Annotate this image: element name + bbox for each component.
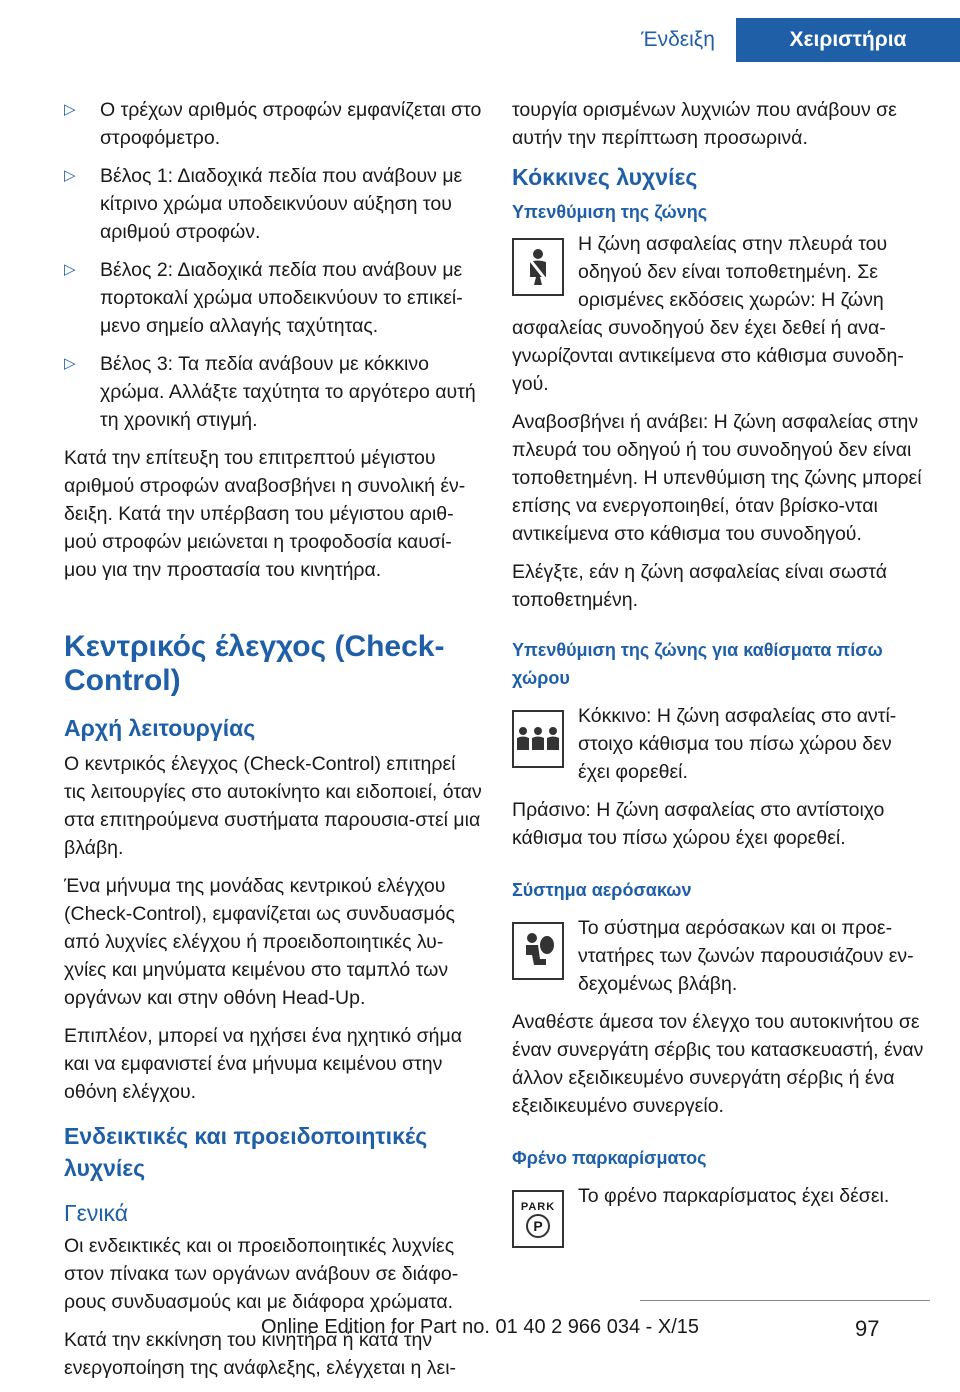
list-item: ▷ Ο τρέχων αριθμός στροφών εμφανίζεται στο στροφόμετρο. <box>64 96 482 152</box>
seatbelt-warning-icon <box>512 238 564 296</box>
footer-divider <box>640 1300 930 1301</box>
list-item: ▷ Βέλος 1: Διαδοχικά πεδία που ανάβουν με κίτρινο χρώμα υποδεικνύουν αύξηση του αριθμού στροφών. <box>64 162 482 246</box>
paragraph-rear-red: Κόκκινο: Η ζώνη ασφαλείας στο αντί‐στοιχο κάθισμα του πίσω χώρου δεν έχει φορεθεί. <box>578 705 897 783</box>
paragraph-belt-check: Ελέγξτε, εάν η ζώνη ασφαλείας είναι σωστά τοποθετημένη. <box>512 561 887 611</box>
heading-general: Γενικά <box>64 1200 129 1226</box>
parking-brake-icon <box>512 1190 564 1248</box>
heading-red-lamps: Κόκκινες λυχνίες <box>512 164 698 190</box>
paragraph-rear-green: Πράσινο: Η ζώνη ασφαλείας στο αντίστοιχο κάθισμα του πίσω χώρου έχει φορεθεί. <box>512 799 885 849</box>
triangle-bullet-icon: ▷ <box>64 167 76 184</box>
paragraph-general: Οι ενδεικτικές και οι προειδοποιητικές λυχνίες στον πίνακα των οργάνων ανάβουν σε διάφο‐ρους συνδυασμούς και με διάφορα χρώματα. <box>64 1235 459 1313</box>
paragraph-parking-brake: Το φρένο παρκαρίσματος έχει δέσει. <box>578 1185 890 1207</box>
triangle-bullet-icon: ▷ <box>64 101 76 118</box>
heading-rear-belt: Υπενθύμιση της ζώνης για καθίσματα πίσω χώρου <box>512 640 883 688</box>
tab-section[interactable]: Χειριστήρια <box>736 18 960 62</box>
heading-principle: Αρχή λειτουργίας <box>64 715 256 741</box>
airbag-warning-icon <box>512 922 564 980</box>
triangle-bullet-icon: ▷ <box>64 355 76 372</box>
paragraph-airbag: Το σύστημα αερόσακων και οι προε‐ντατήρες των ζωνών παρουσιάζουν εν‐δεχομένως βλάβη. <box>578 917 914 995</box>
heading-parking-brake: Φρένο παρκαρίσματος <box>512 1148 707 1168</box>
rear-seatbelt-icon <box>512 710 564 768</box>
triangle-bullet-icon: ▷ <box>64 261 76 278</box>
paragraph-message: Ένα μήνυμα της μονάδας κεντρικού ελέγχου (Check-Control), εμφανίζεται ως συνδυασμός από λυχνίες ελέγχου ή προειδοποιητικές λυ‐χνίες και μηνύματα κειμένου στο ταμπλό των οργάνων και στην οθόνη Head-Up. <box>64 875 455 1009</box>
tab-index[interactable]: Ένδειξη <box>641 28 715 51</box>
page-number: 97 <box>855 1316 880 1341</box>
heading-airbag: Σύστημα αερόσακων <box>512 880 692 900</box>
left-column <box>64 96 482 1392</box>
paragraph-continued: τουργία ορισμένων λυχνιών που ανάβουν σε αυτήν την περίπτωση προσωρινά. <box>512 99 897 149</box>
heading-lamps: Ενδεικτικές και προειδοποιητικές λυχνίες <box>64 1123 428 1181</box>
paragraph-principle: Ο κεντρικός έλεγχος (Check-Control) επιτηρεί τις λειτουργίες στο αυτοκίνητο και ειδοποιεί, όταν στα επιτηρούμενα συστήματα παρουσια‐στεί μια βλάβη. <box>64 753 482 859</box>
paragraph-rpm-limit: Κατά την επίτευξη του επιτρεπτού μέγιστου αριθμού στροφών αναβοσβήνει η συνολική έν‐δειξη. Κατά την υπέρβαση του μέγιστου αριθ‐μού στροφών μειώνεται η τροφοδοσία καυσί‐μου για την προστασία του κινητήρα. <box>64 447 466 581</box>
header-bar <box>0 0 960 62</box>
right-column <box>512 96 926 1252</box>
section-title-check-control: Κεντρικός έλεγχος (Check-Control) <box>64 630 445 697</box>
park-icon-p: P <box>526 1214 550 1238</box>
park-icon-label: PARK <box>520 1201 556 1213</box>
footer-edition: Online Edition for Part no. 01 40 2 966 034 - X/15 <box>260 1316 700 1338</box>
list-item: ▷ Βέλος 2: Διαδοχικά πεδία που ανάβουν με πορτοκαλί χρώμα υποδεικνύουν το επικεί‐μενο σημείο αλλαγής ταχύτητας. <box>64 256 482 340</box>
paragraph-belt-flash: Αναβοσβήνει ή ανάβει: Η ζώνη ασφαλείας στην πλευρά του οδηγού ή του συνοδηγού δεν είναι τοποθετημένη. Η υπενθύμιση της ζώνης μπορεί επίσης να ενεργοποιηθεί, όταν βρίσκο‐νται αντικείμενα στο κάθισμα του συνοδηγού. <box>512 411 922 545</box>
paragraph-belt: Η ζώνη ασφαλείας στην πλευρά του οδηγού δεν είναι τοποθετημένη. Σε ορισμένες εκδόσεις χωρών: Η ζώνη ασφαλείας συνοδηγού δεν έχει δεθεί ή ανα‐γνωρίζονται αντικείμενα στο κάθισμα συνοδη‐γού. <box>512 233 904 395</box>
paragraph-airbag-service: Αναθέστε άμεσα τον έλεγχο του αυτοκινήτου σε έναν συνεργάτη σέρβις του κατασκευαστή, έναν άλλον εξειδικευμένο συνεργάτη σέρβις ή ένα εξειδικευμένο συνεργείο. <box>512 1011 924 1117</box>
paragraph-startup: Κατά την εκκίνηση του κινητήρα ή κατά την ενεργοποίηση της ανάφλεξης, ελέγχεται η λει‐ <box>64 1329 457 1379</box>
heading-belt-reminder: Υπενθύμιση της ζώνης <box>512 202 708 222</box>
paragraph-signal: Επιπλέον, μπορεί να ηχήσει ένα ηχητικό σήμα και να εμφανιστεί ένα μήνυμα κειμένου στην οθόνη ελέγχου. <box>64 1025 463 1103</box>
list-item: ▷ Βέλος 3: Τα πεδία ανάβουν με κόκκινο χρώμα. Αλλάξτε ταχύτητα το αργότερο αυτή τη χρονική στιγμή. <box>64 350 482 434</box>
